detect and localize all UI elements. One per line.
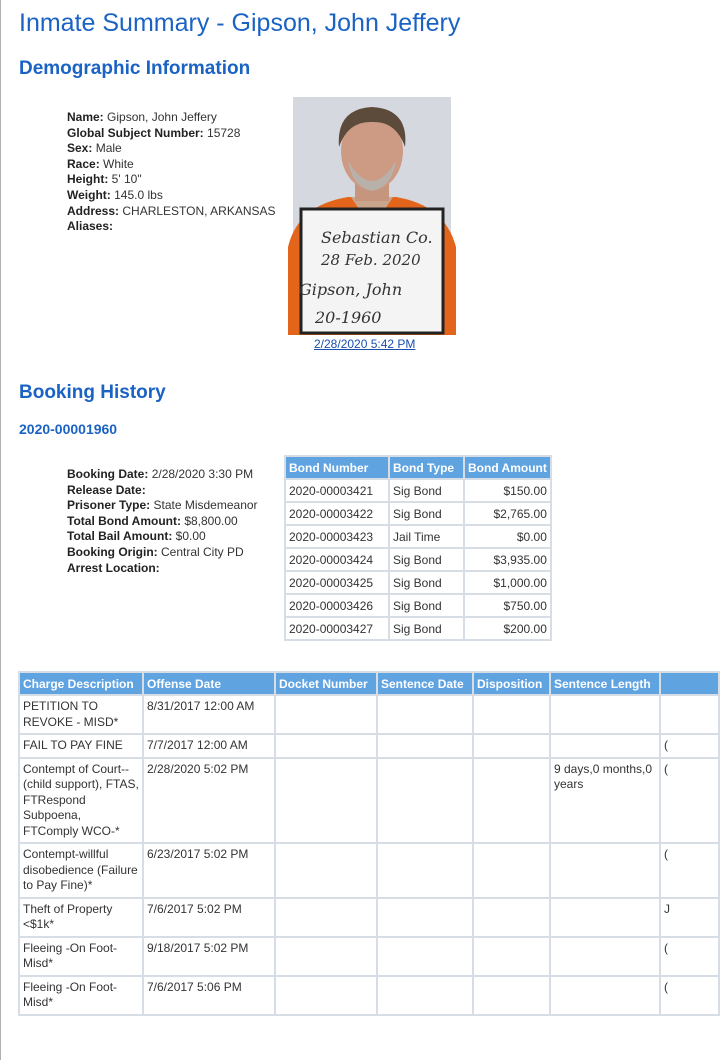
field-prisoner-type: Prisoner Type: State Misdemeanor [67,498,258,513]
disposition-cell [473,843,550,898]
disposition-cell [473,976,550,1015]
charge-description-cell: PETITION TO REVOKE - MISD* [19,695,143,734]
sentence-length-cell [550,734,660,758]
field-release-date: Release Date: [67,482,146,497]
bond-row [285,548,551,571]
bond-type-cell: Sig Bond [389,502,464,525]
charge-row [19,898,719,937]
field-total-bond-amount: Total Bond Amount: $8,800.00 [67,513,238,528]
bond-amount-cell: $200.00 [464,617,551,640]
sentence-date-cell [377,937,473,976]
charge-row [19,695,719,734]
docket-number-cell [275,758,377,844]
charge-table-header [19,672,719,695]
offense-date-cell: 6/23/2017 5:02 PM [143,843,275,898]
disposition-cell [473,758,550,844]
col-overflow [660,672,719,695]
bond-row [285,594,551,617]
disposition-cell [473,937,550,976]
docket-number-cell [275,976,377,1015]
docket-number-cell [275,695,377,734]
sign-line-1: Sebastian Co. [321,228,433,247]
bond-number-cell: 2020-00003426 [285,594,389,617]
charge-description-cell: Theft of Property <$1k* [19,898,143,937]
bond-number-cell: 2020-00003424 [285,548,389,571]
offense-date-cell: 7/7/2017 12:00 AM [143,734,275,758]
bond-amount-cell: $1,000.00 [464,571,551,594]
booking-fields [67,467,258,576]
charge-table [18,671,720,1016]
bond-table [284,455,552,641]
overflow-cell: ( [660,734,719,758]
overflow-cell [660,695,719,734]
col-bond-amount[interactable]: Bond Amount [464,456,551,479]
overflow-cell: ( [660,937,719,976]
col-sentence-date[interactable]: Sentence Date [377,672,473,695]
overflow-cell: J [660,898,719,937]
sentence-length-cell [550,898,660,937]
offense-date-cell: 7/6/2017 5:02 PM [143,898,275,937]
docket-number-cell [275,843,377,898]
col-offense-date[interactable]: Offense Date [143,672,275,695]
field-arrest-location: Arrest Location: [67,560,160,575]
bond-row [285,571,551,594]
booking-history-heading: Booking History [19,382,166,403]
sign-line-2: 28 Feb. 2020 [321,251,421,269]
bond-amount-cell: $2,765.00 [464,502,551,525]
sign-line-3: Gipson, John [299,280,403,299]
disposition-cell [473,898,550,937]
bond-type-cell: Sig Bond [389,594,464,617]
bond-row [285,502,551,525]
charge-row [19,937,719,976]
sentence-length-cell: 9 days,0 months,0 years [550,758,660,844]
docket-number-cell [275,937,377,976]
col-sentence-length[interactable]: Sentence Length [550,672,660,695]
offense-date-cell: 8/31/2017 12:00 AM [143,695,275,734]
overflow-cell: ( [660,758,719,844]
charge-description-cell: FAIL TO PAY FINE [19,734,143,758]
bond-type-cell: Sig Bond [389,548,464,571]
booking-number[interactable]: 2020-00001960 [19,421,118,437]
mugshot-photo[interactable] [293,97,451,335]
charge-description-cell: Fleeing -On Foot-Misd* [19,937,143,976]
field-aliases: Aliases: [67,219,114,234]
bond-table-header [285,456,551,479]
bond-number-cell: 2020-00003423 [285,525,389,548]
docket-number-cell [275,898,377,937]
field-total-bail-amount: Total Bail Amount: $0.00 [67,529,206,544]
bond-number-cell: 2020-00003421 [285,479,389,502]
charge-row [19,976,719,1015]
bond-number-cell: 2020-00003425 [285,571,389,594]
field-weight: Weight: 145.0 lbs [67,187,163,202]
sentence-date-cell [377,758,473,844]
bond-number-cell: 2020-00003427 [285,617,389,640]
offense-date-cell: 9/18/2017 5:02 PM [143,937,275,976]
bond-amount-cell: $0.00 [464,525,551,548]
bond-row [285,479,551,502]
bond-amount-cell: $3,935.00 [464,548,551,571]
bond-number-cell: 2020-00003422 [285,502,389,525]
sentence-length-cell [550,843,660,898]
bond-amount-cell: $750.00 [464,594,551,617]
sign-line-4: 20-1960 [315,308,382,327]
offense-date-cell: 2/28/2020 5:02 PM [143,758,275,844]
bond-amount-cell: $150.00 [464,479,551,502]
bond-type-cell: Sig Bond [389,479,464,502]
field-sex: Sex: Male [67,141,122,156]
charge-description-cell: Contempt of Court--(child support), FTAS, FTRespond Subpoena, FTComply WCO-* [19,758,143,844]
sentence-date-cell [377,898,473,937]
sentence-date-cell [377,976,473,1015]
bond-type-cell: Sig Bond [389,617,464,640]
overflow-cell: ( [660,843,719,898]
docket-number-cell [275,734,377,758]
demographic-heading: Demographic Information [19,58,251,79]
col-bond-type[interactable]: Bond Type [389,456,464,479]
field-name: Name: Gipson, John Jeffery [67,110,217,124]
sentence-date-cell [377,695,473,734]
charge-row [19,843,719,898]
charge-row [19,734,719,758]
photo-date-link[interactable]: 2/28/2020 5:42 PM [314,337,416,351]
sentence-date-cell [377,734,473,758]
field-global-subject-number: Global Subject Number: 15728 [67,125,241,140]
offense-date-cell: 7/6/2017 5:06 PM [143,976,275,1015]
field-booking-origin: Booking Origin: Central City PD [67,544,244,559]
sentence-length-cell [550,976,660,1015]
charge-row [19,758,719,844]
col-disposition[interactable]: Disposition [473,672,550,695]
field-address: Address: CHARLESTON, ARKANSAS [67,203,276,218]
col-bond-number[interactable]: Bond Number [285,456,389,479]
bond-row [285,617,551,640]
mugshot-illustration [293,97,451,335]
disposition-cell [473,695,550,734]
overflow-cell: ( [660,976,719,1015]
disposition-cell [473,734,550,758]
bond-type-cell: Sig Bond [389,571,464,594]
field-race: Race: White [67,156,134,171]
col-docket-number[interactable]: Docket Number [275,672,377,695]
sentence-length-cell [550,937,660,976]
page-title: Inmate Summary - Gipson, John Jeffery [19,9,461,37]
bond-row [285,525,551,548]
charge-description-cell: Contempt-willful disobedience (Failure to Pay Fine)* [19,843,143,898]
field-booking-date: Booking Date: 2/28/2020 3:30 PM [67,467,254,481]
sentence-date-cell [377,843,473,898]
field-height: Height: 5' 10" [67,172,142,187]
sentence-length-cell [550,695,660,734]
bond-type-cell: Jail Time [389,525,464,548]
col-charge-description[interactable]: Charge Description [19,672,143,695]
demographic-fields [67,110,276,235]
charge-description-cell: Fleeing -On Foot-Misd* [19,976,143,1015]
